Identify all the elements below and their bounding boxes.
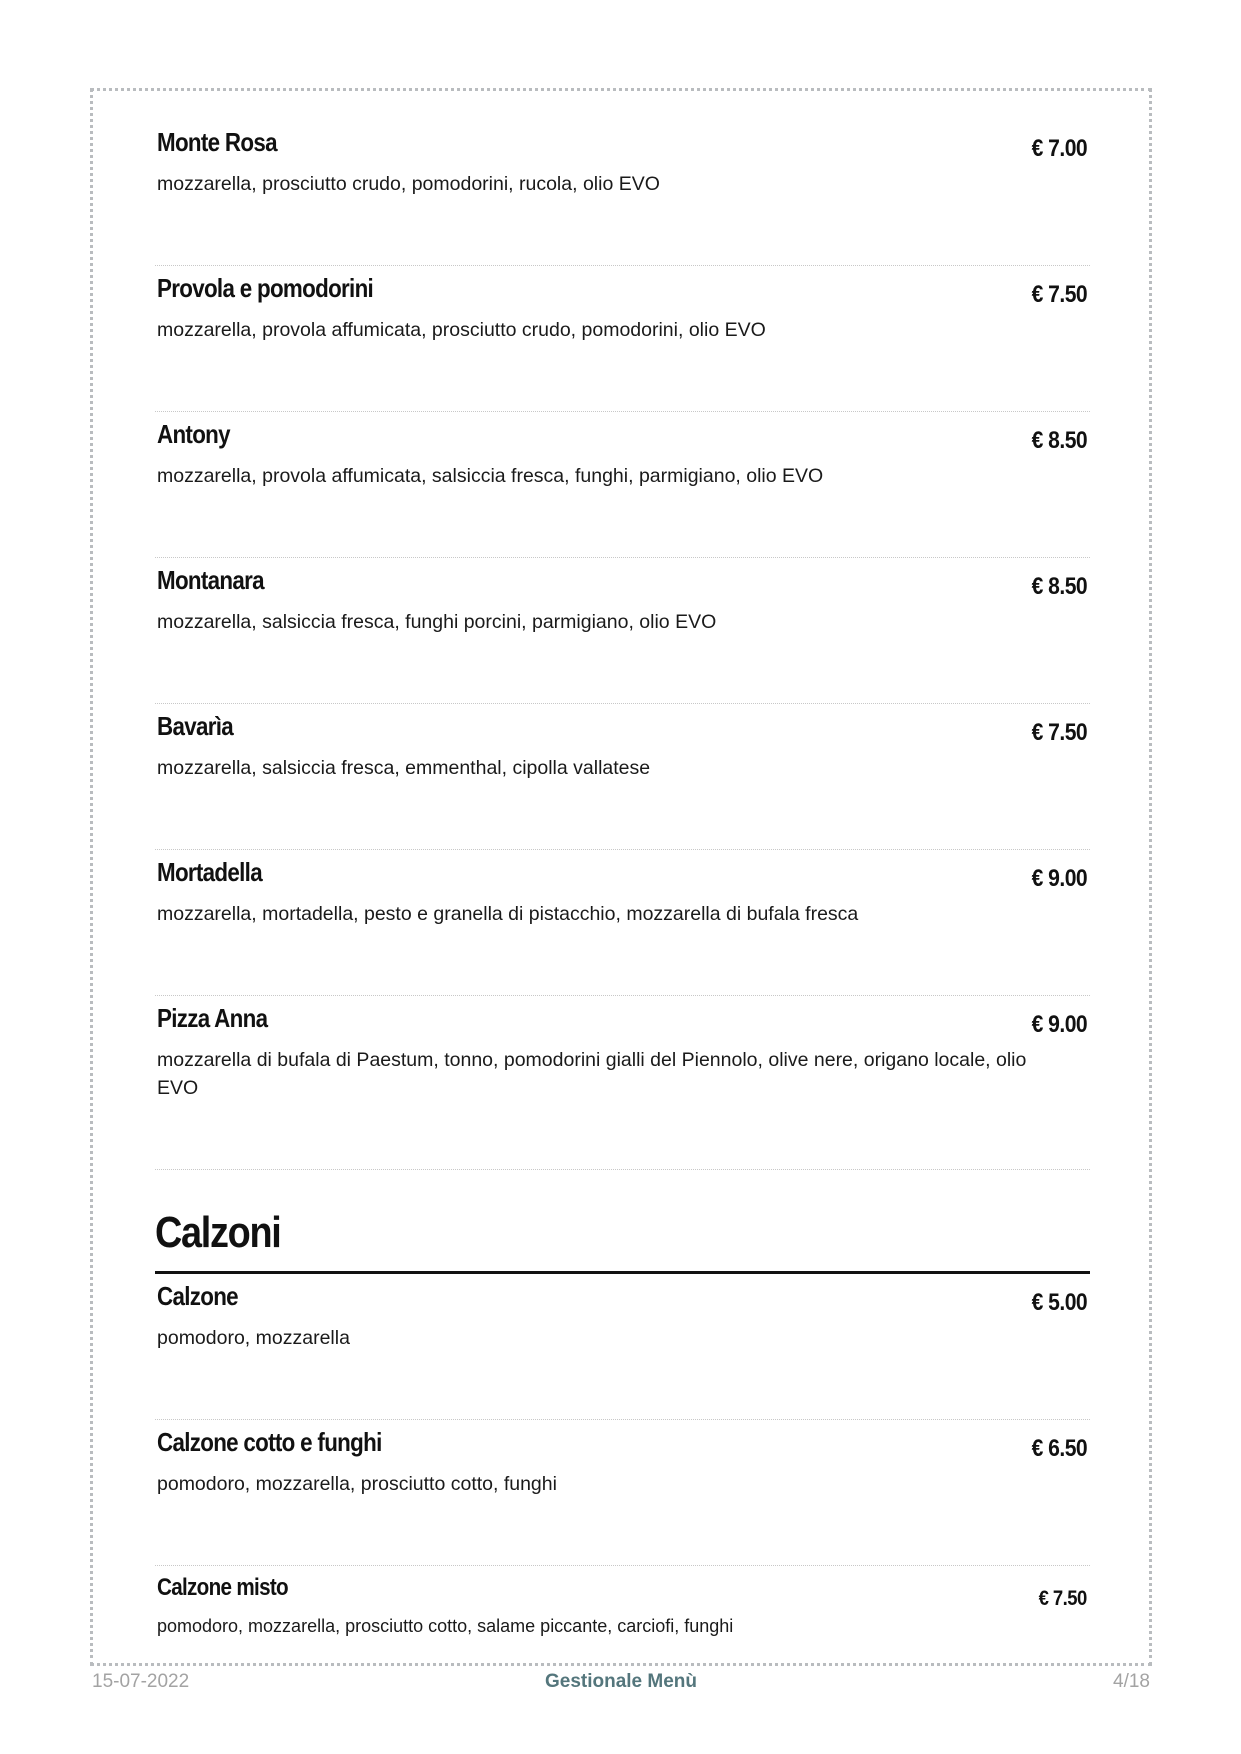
menu-item [155, 1274, 1090, 1420]
item-description: pomodoro, mozzarella, prosciutto cotto, funghi [157, 1473, 557, 1495]
menu-item [155, 412, 1090, 558]
item-price: € 5.00 [1031, 1289, 1087, 1316]
item-price: € 7.50 [1031, 719, 1087, 746]
item-description: mozzarella di bufala di Paestum, tonno, pomodorini gialli del Piennolo, olive nere, origano locale, olio EVO [157, 1049, 1027, 1099]
footer-date: 15-07-2022 [92, 1671, 190, 1692]
section-title: Calzoni [155, 1208, 281, 1257]
item-description: mozzarella, prosciutto crudo, pomodorini, rucola, olio EVO [157, 173, 660, 195]
item-price: € 7.50 [1031, 281, 1087, 308]
item-price: € 9.00 [1031, 865, 1087, 892]
item-name: Calzone cotto e funghi [157, 1427, 382, 1457]
section-header-calzoni [155, 1170, 1090, 1274]
item-name: Mortadella [157, 857, 262, 887]
page-footer [92, 1671, 1150, 1701]
menu-item [155, 558, 1090, 704]
item-description: pomodoro, mozzarella, prosciutto cotto, salame piccante, carciofi, funghi [157, 1616, 734, 1636]
menu-item [155, 120, 1090, 266]
item-price: € 7.50 [1038, 1587, 1087, 1610]
item-description: mozzarella, salsiccia fresca, emmenthal, cipolla vallatese [157, 757, 651, 779]
item-price: € 6.50 [1031, 1435, 1087, 1462]
footer-page-number: 4/18 [1113, 1671, 1150, 1692]
item-price: € 9.00 [1031, 1011, 1087, 1038]
item-price: € 8.50 [1031, 573, 1087, 600]
item-name: Calzone misto [157, 1574, 288, 1601]
item-description: mozzarella, mortadella, pesto e granella di pistacchio, mozzarella di bufala fresca [157, 903, 859, 925]
item-name: Bavarìa [157, 711, 233, 741]
menu-item [155, 850, 1090, 996]
item-price: € 7.00 [1031, 135, 1087, 162]
item-name: Monte Rosa [157, 127, 277, 157]
item-name: Pizza Anna [157, 1003, 268, 1033]
menu-content [155, 120, 1090, 1686]
item-description: mozzarella, provola affumicata, salsiccia fresca, funghi, parmigiano, olio EVO [157, 465, 824, 487]
item-name: Calzone [157, 1281, 238, 1311]
item-price: € 8.50 [1031, 427, 1087, 454]
item-description: mozzarella, salsiccia fresca, funghi porcini, parmigiano, olio EVO [157, 611, 717, 633]
footer-app-name: Gestionale Menù [544, 1671, 698, 1692]
item-name: Montanara [157, 565, 264, 595]
item-name: Antony [157, 419, 230, 449]
menu-item [155, 704, 1090, 850]
menu-item [155, 1566, 1090, 1686]
menu-item [155, 266, 1090, 412]
menu-item [155, 996, 1090, 1170]
item-description: pomodoro, mozzarella [157, 1327, 350, 1349]
menu-item [155, 1420, 1090, 1566]
item-name: Provola e pomodorini [157, 273, 374, 303]
item-description: mozzarella, provola affumicata, prosciutto crudo, pomodorini, olio EVO [157, 319, 766, 341]
